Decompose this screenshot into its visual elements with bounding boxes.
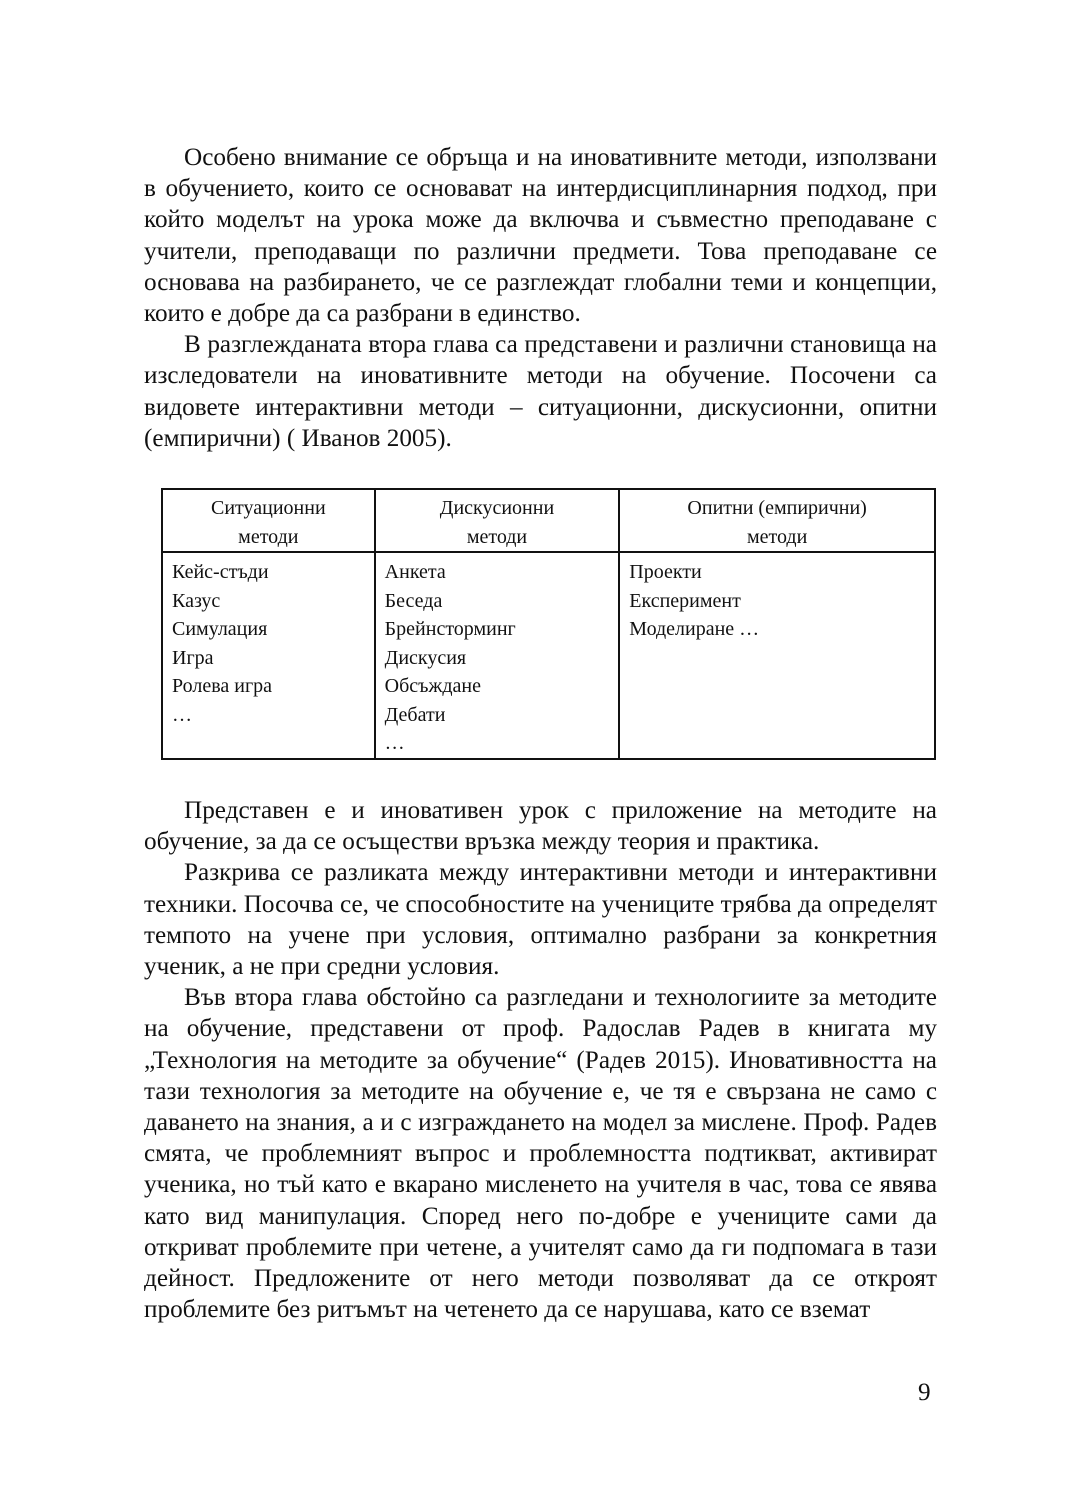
page-body [144, 142, 937, 1324]
list-item: … [172, 703, 192, 726]
page-number: 9 [918, 1379, 931, 1406]
list-item: Обсъждане [384, 675, 481, 697]
list-item: Казус [172, 589, 221, 612]
list-item: Беседа [384, 589, 443, 612]
list-item: Експеримент [629, 589, 741, 612]
list-item: Моделиране … [629, 618, 760, 640]
discussion-methods-cell [375, 552, 620, 759]
list-item: Ролева игра [172, 675, 273, 697]
paragraph-1: Особено внимание се обръща и на иновативните методи, използвани в обучението, които се основават на интердисциплинарния подход, при който моделът на урока може да включва и съвместно преподаване с учители, преподаващи по различни предмети. Това преподаване се основава на разбирането, че се разглеждат глобални теми и концепции, които е добре да са разбрани в единство. [144, 144, 937, 328]
situational-methods-cell [162, 552, 375, 759]
header-situational-methods: Ситуационни методи [162, 489, 375, 552]
table-header-row [162, 489, 935, 552]
paragraph-3: Представен е и иновативен урок с приложение на методите на обучение, за да се осъществи връзка между теория и практика. [144, 797, 937, 856]
list-item: Брейнсторминг [384, 618, 516, 640]
paragraph-5: Във втора глава обстойно са разгледани и технологиите за методите на обучение, представени от проф. Радослав Радев в книгата му „Технология на методите за обучение“ (Радев 2015). Иновативността на тази технология за методите на обучение е, че тя е свързана не само с даването на знания, а и с изграждането на модел за мислене. Проф. Радев смята, че проблемният въпрос и проблемността подтикват, активират ученика, но тъй като е вкарано мисленето на учителя в час, това се явява като вид манипулация. Според него по-добре е учениците сами да откриват проблемите при четене, а учителят само да ги подпомага в тази дейност. Предложените от него методи позволяват да се откроят проблемите без ритъмът на четенето да се нарушава, като се вземат [144, 984, 937, 1324]
list-item: Дискусия [384, 646, 467, 669]
table-row [162, 552, 935, 759]
paragraph-2: В разглежданата втора глава са представени и различни становища на изследователи на иновативните методи на обучение. Посочени са видовете интерактивни методи – ситуационни, дискусионни, опитни (емпирични) ( Иванов 2005). [144, 331, 937, 452]
list-item: … [384, 732, 405, 754]
list-item: Симулация [172, 618, 268, 640]
list-item: Кейс-стъди [172, 561, 269, 583]
list-item: Анкета [384, 561, 446, 583]
header-discussion-methods: Дискусионни методи [375, 489, 620, 552]
lower-text-block [144, 795, 937, 1325]
paragraph-4: Разкрива се разликата между интерактивни методи и интерактивни техники. Посочва се, че способностите на учениците трябва да определят темпото на учене при условия, оптимално разбрани за конкретния ученик, а не при средни условия. [144, 859, 937, 981]
list-item: Дебати [384, 703, 446, 726]
list-item: Проекти [629, 561, 702, 583]
header-empirical-methods: Опитни (емпирични) методи [619, 489, 935, 552]
list-item: Игра [172, 646, 214, 669]
methods-table [161, 488, 936, 760]
empirical-methods-cell [619, 552, 935, 759]
